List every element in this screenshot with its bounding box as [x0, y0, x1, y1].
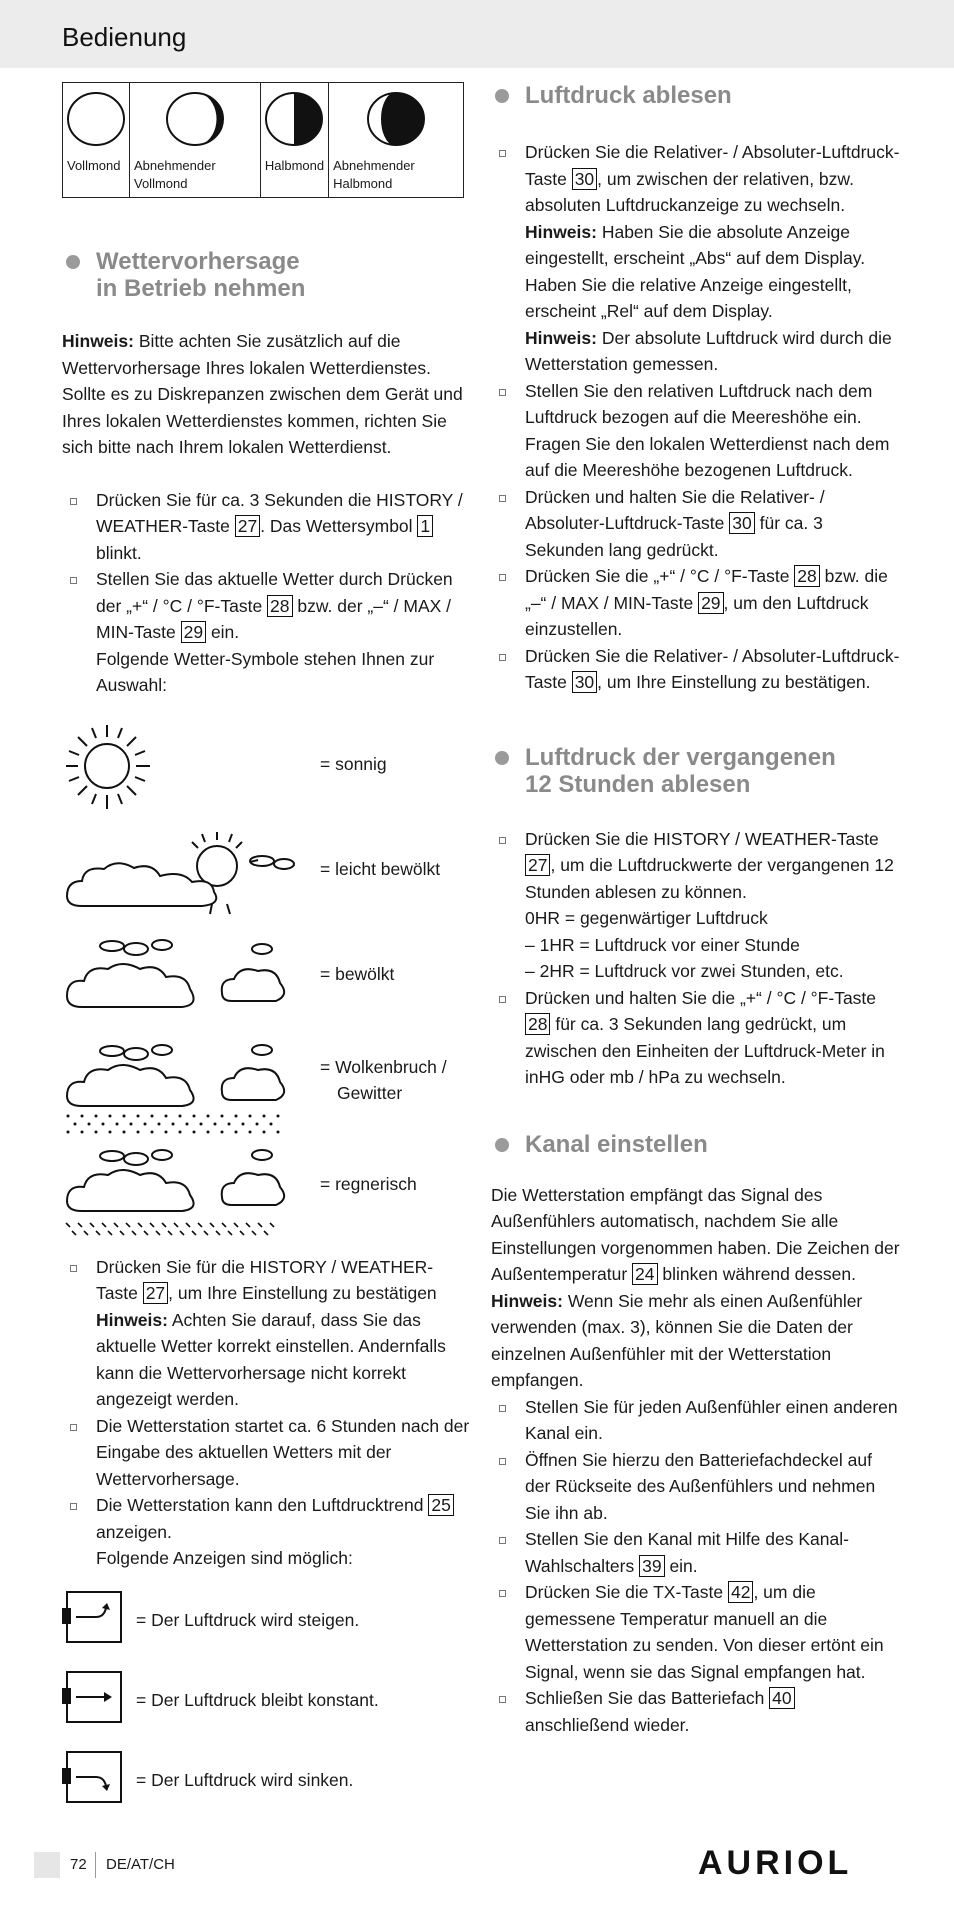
- list-item: [62, 1413, 472, 1493]
- weather-label: = regnerisch: [320, 1173, 417, 1194]
- checkbox-bullet-icon: [499, 389, 506, 396]
- text: für ca. 3 Sekunden lang gedrückt.: [525, 513, 823, 560]
- checkbox-bullet-icon: [499, 1458, 506, 1465]
- bullet-dot-icon: [66, 255, 80, 269]
- ref-number: 29: [698, 592, 723, 614]
- moon-cell-full: [63, 83, 130, 198]
- trend-label: = Der Luftdruck wird sinken.: [136, 1769, 354, 1790]
- list-item: [62, 566, 472, 699]
- weather-row-cloudy: [62, 931, 472, 1036]
- weather-label: = sonnig: [320, 753, 387, 774]
- hint-label: Hinweis:: [525, 327, 597, 348]
- brand-logo: AURIOL: [698, 1844, 853, 1882]
- moon-label: Abnehmender Halbmond: [333, 158, 415, 191]
- label-line: Gewitter: [337, 1083, 403, 1103]
- list-item: [491, 1394, 901, 1447]
- list-item: [491, 378, 901, 484]
- text: Die Wetterstation kann den Luftdrucktrend: [96, 1495, 429, 1515]
- trend-row-falling: [62, 1742, 472, 1822]
- trend-row-steady: [62, 1662, 472, 1742]
- moon-phase-table: [62, 82, 464, 198]
- trend-row-rising: [62, 1582, 472, 1662]
- ref-number: 27: [143, 1282, 168, 1304]
- trend-rising-icon: [62, 1590, 126, 1646]
- checkbox-bullet-icon: [499, 1696, 506, 1703]
- text: Stellen Sie für jeden Außenfühler einen anderen Kanal ein.: [525, 1396, 898, 1443]
- checkbox-bullet-icon: [499, 837, 506, 844]
- ref-number: 30: [572, 671, 597, 693]
- text: ein.: [664, 1555, 698, 1576]
- ref-number: 39: [639, 1555, 664, 1577]
- list-item: [491, 563, 901, 643]
- section-heading-channel: [491, 1131, 901, 1158]
- bullet-dot-icon: [495, 1138, 509, 1152]
- ref-number: 30: [572, 168, 597, 190]
- text: Stellen Sie den relativen Luftdruck nach dem Luftdruck bezogen auf die Meereshöhe ein. Fragen Sie den lokalen Wetterdienst nach dem auf die Meereshöhe bezogenen Luftdruck.: [525, 380, 890, 480]
- waning-moon-icon: [130, 83, 260, 155]
- checkbox-bullet-icon: [499, 1537, 506, 1544]
- text: Drücken Sie für ca. 3 Sekunden die HISTORY / WEATHER-Taste: [96, 489, 463, 536]
- checkbox-bullet-icon: [499, 996, 506, 1003]
- text: für ca. 3 Sekunden lang gedrückt, um zwischen den Einheiten der Luftdruck-Meter in inHG oder mb / hPa zu wechseln.: [525, 1014, 885, 1087]
- text: bzw. die „–“ / MAX / MIN-Taste: [525, 566, 888, 613]
- section-heading-pressure: [491, 82, 901, 109]
- trend-label: = Der Luftdruck wird steigen.: [136, 1609, 360, 1630]
- half-moon-icon: [261, 83, 328, 155]
- country-codes: DE/AT/CH: [106, 1856, 175, 1873]
- checkbox-bullet-icon: [70, 1265, 77, 1272]
- waning-half-moon-icon: [329, 83, 463, 155]
- text: , um die gemessene Temperatur manuell an die Wetterstation zu senden. Von dieser ertönt ein Signal, wenn sie das Signal empfangen hat.: [525, 1582, 884, 1682]
- checkbox-bullet-icon: [70, 1503, 77, 1510]
- text: Wenn Sie mehr als einen Außenfühler verwenden (max. 3), können Sie die Daten der einzelnen Außenfühler mit der Wetterstation empfangen.: [491, 1290, 863, 1390]
- forecast-note: [62, 328, 472, 461]
- text: , um den Luftdruck einzustellen.: [525, 592, 869, 639]
- checkbox-bullet-icon: [499, 150, 506, 157]
- page-number: 72: [70, 1856, 87, 1873]
- text: Die Wetterstation empfängt das Signal des Außenfühlers automatisch, nachdem Sie alle Einstellungen vorgenommen haben. Die Zeichen der Außentemperatur: [491, 1184, 900, 1284]
- text: Drücken Sie die HISTORY / WEATHER-Taste: [525, 828, 879, 849]
- ref-number: 25: [428, 1494, 453, 1516]
- trend-steady-icon: [62, 1670, 126, 1726]
- text: Drücken Sie die Relativer- / Absoluter-Luftdruck-Taste: [525, 645, 900, 692]
- text: Der absolute Luftdruck wird durch die Wetterstation gemessen.: [525, 327, 892, 374]
- ref-number: 28: [267, 595, 292, 617]
- text: Die Wetterstation startet ca. 6 Stunden nach der Eingabe des aktuellen Wetters mit der Wettervorhersage.: [96, 1415, 470, 1489]
- ref-number: 1: [417, 515, 433, 537]
- list-item: [491, 1447, 901, 1527]
- list-item: [491, 826, 901, 985]
- page-header: [0, 0, 954, 68]
- moon-label: Vollmond: [67, 158, 121, 173]
- text: Schließen Sie das Batteriefach: [525, 1688, 770, 1708]
- weather-row-partly-cloudy: [62, 826, 472, 931]
- text: blinken während dessen.: [657, 1264, 856, 1284]
- ref-number: 42: [728, 1581, 753, 1603]
- text: , um zwischen der relativen, bzw. absoluten Luftdruckanzeige zu wechseln.: [525, 168, 854, 215]
- text: Achten Sie darauf, dass Sie das aktuelle Wetter korrekt einstellen. Andernfalls kann die Wettervorhersage nicht korrekt angezeigt werden.: [96, 1309, 446, 1409]
- text: Öffnen Sie hierzu den Batteriefachdeckel auf der Rückseite des Außenfühlers und nehmen Sie ihn ab.: [525, 1449, 876, 1523]
- checkbox-bullet-icon: [499, 1405, 506, 1412]
- bullet-dot-icon: [495, 751, 509, 765]
- heading-line: Wettervorhersage: [96, 248, 300, 275]
- ref-number: 29: [181, 621, 206, 643]
- text: blinkt.: [96, 542, 142, 563]
- text: ein.: [206, 622, 240, 642]
- weather-row-rainy: [62, 1141, 472, 1246]
- section-heading-history: [491, 744, 901, 798]
- checkbox-bullet-icon: [499, 495, 506, 502]
- ref-number: 28: [794, 565, 819, 587]
- list-item: [491, 643, 901, 696]
- bullet-dot-icon: [495, 89, 509, 103]
- list-item: [62, 487, 472, 567]
- ref-number: 27: [525, 854, 550, 876]
- channel-intro: [491, 1182, 901, 1394]
- list-item: [491, 1526, 901, 1579]
- list-item: [491, 1685, 901, 1738]
- list-item: [491, 1579, 901, 1685]
- text: – 1HR = Luftdruck vor einer Stunde: [525, 934, 800, 955]
- checkbox-bullet-icon: [70, 498, 77, 505]
- text: Drücken Sie für die HISTORY / WEATHER-Taste: [96, 1256, 434, 1303]
- checkbox-bullet-icon: [70, 1424, 77, 1431]
- text: Drücken Sie die „+“ / °C / °F-Taste: [525, 566, 795, 586]
- ref-number: 27: [235, 515, 260, 537]
- text: Folgende Anzeigen sind möglich:: [96, 1548, 353, 1568]
- section-heading-forecast: [62, 248, 472, 302]
- full-moon-icon: [63, 83, 129, 155]
- note-text: Bitte achten Sie zusätzlich auf die Wettervorhersage Ihres lokalen Wetterdienstes. Sollte es zu Diskrepanzen zwischen dem Gerät und Ihres lokalen Wetterdienstes kommen, richten Sie sich bitte nach Ihrem lokalen Wetterdienst.: [62, 331, 463, 457]
- list-item: [491, 985, 901, 1091]
- ref-number: 24: [632, 1263, 657, 1285]
- sun-icon: [62, 721, 302, 826]
- left-column: [62, 82, 472, 1822]
- ref-number: 28: [525, 1013, 550, 1035]
- heading-line: Kanal einstellen: [525, 1130, 708, 1158]
- trend-falling-icon: [62, 1750, 126, 1806]
- weather-row-sunny: [62, 721, 472, 826]
- moon-label: Halbmond: [264, 158, 325, 173]
- checkbox-bullet-icon: [70, 577, 77, 584]
- moon-cell-waning-half: [329, 83, 464, 198]
- moon-cell-waning: [130, 83, 261, 198]
- list-item: [491, 484, 901, 564]
- hint-label: Hinweis:: [525, 221, 597, 242]
- heading-line: Luftdruck ablesen: [525, 82, 732, 109]
- heading-line: in Betrieb nehmen: [96, 275, 306, 302]
- text: Drücken Sie die Relativer- / Absoluter-Luftdruck-Taste: [525, 142, 900, 189]
- text: bzw. der „–“ / MAX / MIN-Taste: [96, 595, 452, 642]
- text: Stellen Sie das aktuelle Wetter durch Drücken der „+“ / °C / °F-Taste: [96, 569, 453, 616]
- list-item: [62, 1492, 472, 1572]
- weather-label: = bewölkt: [320, 963, 395, 984]
- heading-line: 12 Stunden ablesen: [525, 770, 751, 798]
- rain-icon: [62, 1141, 302, 1246]
- text: Stellen Sie den Kanal mit Hilfe des Kanal-Wahlschalters: [525, 1529, 849, 1576]
- trend-label: = Der Luftdruck bleibt konstant.: [136, 1689, 379, 1710]
- cloudy-icon: [62, 931, 302, 1036]
- partly-cloudy-icon: [62, 826, 302, 931]
- text: anzeigen.: [96, 1521, 172, 1542]
- label-line: = Wolkenbruch /: [320, 1056, 447, 1077]
- ref-number: 30: [729, 512, 754, 534]
- page-header-title: Bedienung: [62, 22, 187, 52]
- checkbox-bullet-icon: [499, 574, 506, 581]
- list-item: [491, 139, 901, 378]
- text: 0HR = gegenwärtiger Luftdruck: [525, 908, 768, 928]
- checkbox-bullet-icon: [499, 654, 506, 661]
- footer-divider: [95, 1852, 96, 1878]
- text: , um Ihre Einstellung zu bestätigen.: [597, 672, 871, 692]
- text: Folgende Wetter-Symbole stehen Ihnen zur Auswahl:: [96, 648, 435, 695]
- weather-label: = leicht bewölkt: [320, 858, 441, 879]
- weather-row-storm: [62, 1036, 472, 1141]
- ref-number: 40: [769, 1687, 794, 1709]
- heading-line: Luftdruck der vergangenen: [525, 743, 836, 771]
- text: , um Ihre Einstellung zu bestätigen: [168, 1283, 437, 1303]
- storm-icon: [62, 1036, 302, 1141]
- moon-label: Abnehmender Vollmond: [134, 158, 216, 191]
- hint-label: Hinweis:: [491, 1290, 563, 1311]
- list-item: [62, 1254, 472, 1413]
- text: Drücken und halten Sie die Relativer- / Absoluter-Luftdruck-Taste: [525, 486, 825, 533]
- hint-label: Hinweis:: [62, 331, 134, 351]
- text: . Das Wettersymbol: [260, 516, 418, 536]
- text: Drücken und halten Sie die „+“ / °C / °F-Taste: [525, 987, 877, 1008]
- text: Drücken Sie die TX-Taste: [525, 1582, 728, 1602]
- text: , um die Luftdruckwerte der vergangenen 12 Stunden ablesen zu können.: [525, 855, 894, 902]
- hint-label: Hinweis:: [96, 1309, 168, 1330]
- text: – 2HR = Luftdruck vor zwei Stunden, etc.: [525, 961, 844, 981]
- weather-label: [320, 1054, 447, 1107]
- right-column: [491, 82, 901, 1738]
- text: anschließend wieder.: [525, 1714, 690, 1735]
- moon-cell-half: [260, 83, 328, 198]
- text: Haben Sie die absolute Anzeige eingestellt, erscheint „Abs“ auf dem Display. Haben Sie die relative Anzeige eingestellt, erscheint „Rel“ auf dem Display.: [525, 221, 866, 321]
- footer-marker: [34, 1852, 60, 1878]
- checkbox-bullet-icon: [499, 1590, 506, 1597]
